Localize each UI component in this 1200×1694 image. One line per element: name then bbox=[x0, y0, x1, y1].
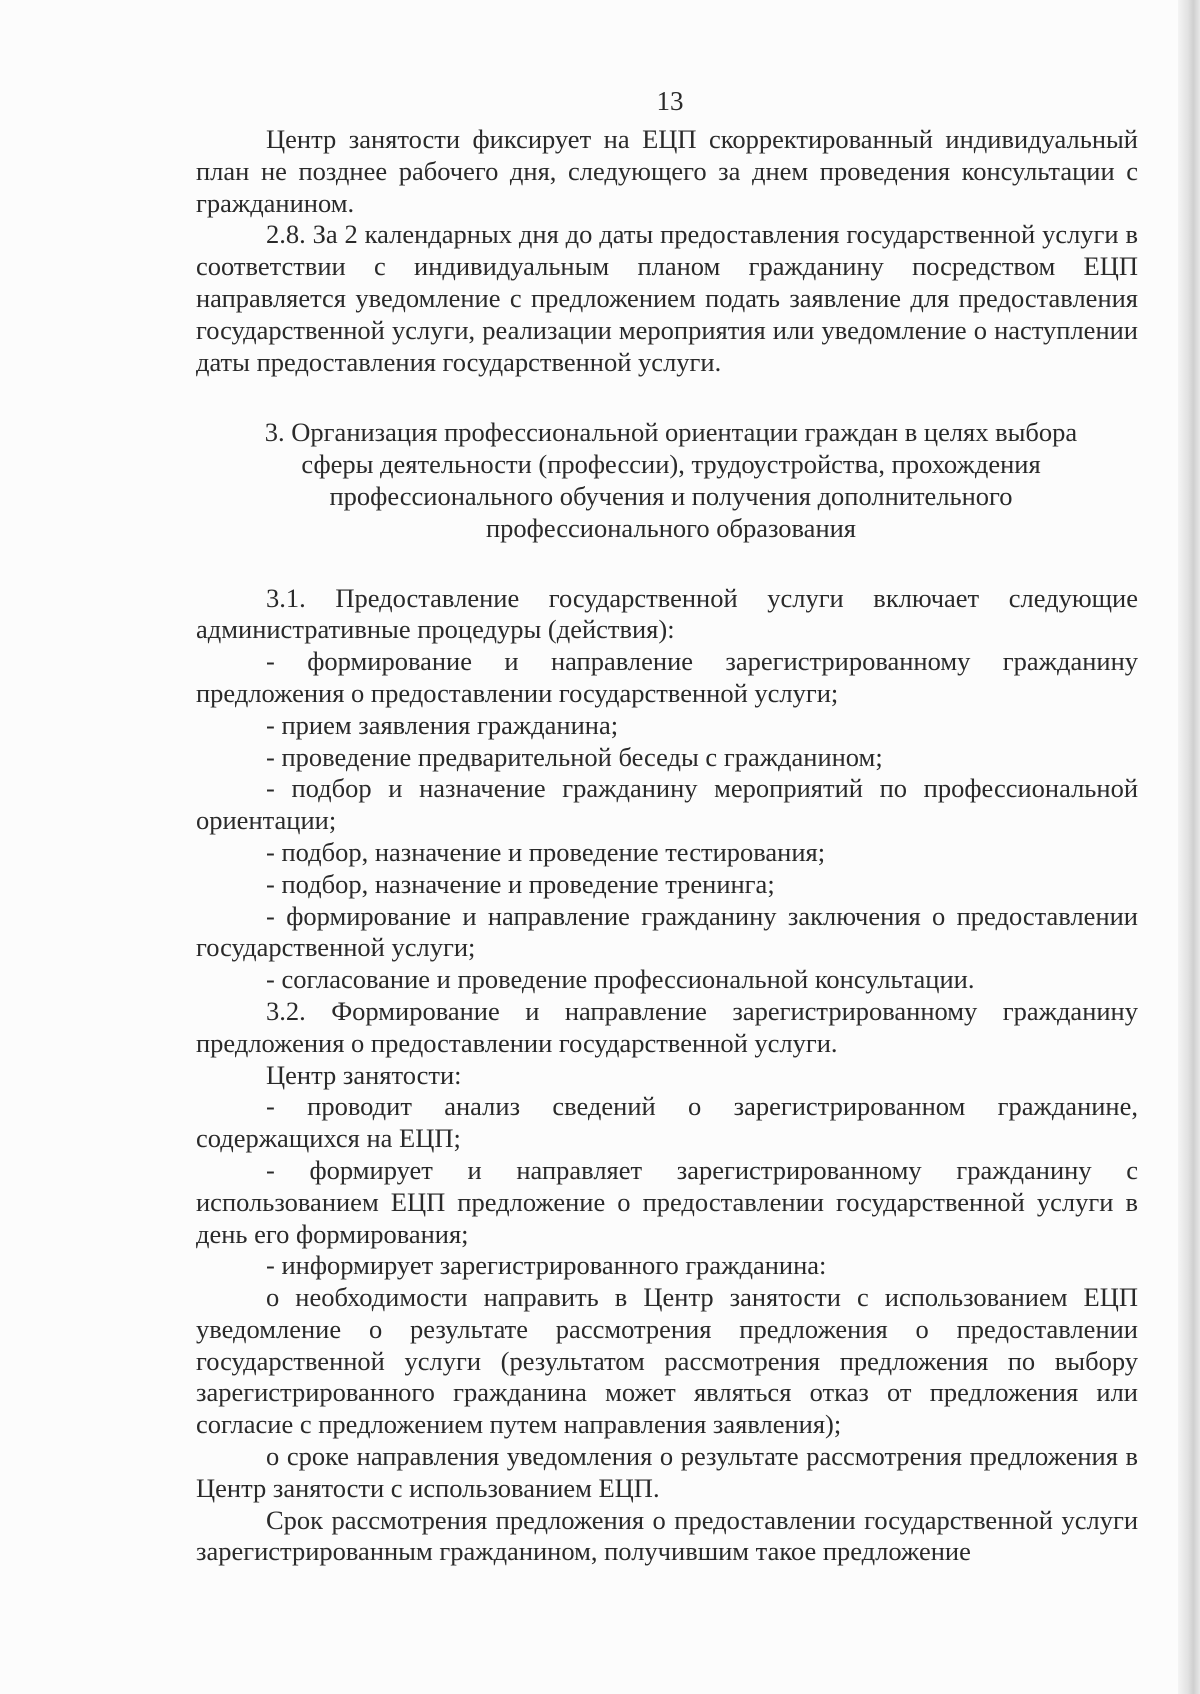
list-item: - информирует зарегистрированного гражданина: bbox=[266, 1250, 827, 1281]
page-number: 13 bbox=[656, 86, 684, 116]
list-item: - подбор, назначение и проведение тестирования; bbox=[266, 836, 826, 867]
scan-edge bbox=[1178, 0, 1200, 1694]
list-item: - формирует и направляет зарегистрированному гражданину с использованием ЕЦП предложение о предоставлении государственной услуги в день его формирования; bbox=[196, 1154, 1138, 1249]
paragraph-3-2: 3.2. Формирование и направление зарегистрированному гражданину предложения о предоставлении государственной услуги. bbox=[196, 995, 1138, 1058]
list-item: - проводит анализ сведений о зарегистрированном гражданине, содержащихся на ЕЦП; bbox=[196, 1091, 1138, 1154]
list-item: - согласование и проведение профессиональной консультации. bbox=[266, 964, 975, 995]
list-item: - формирование и направление зарегистрированному гражданину предложения о предоставлении государственной услуги; bbox=[196, 646, 1138, 708]
paragraph-notification-deadline: о сроке направления уведомления о результате рассмотрения предложения в Центр занятости с использованием ЕЦП. bbox=[196, 1441, 1138, 1503]
paragraph-3-1: 3.1. Предоставление государственной услуги включает следующие административные процедуры (действия): bbox=[196, 582, 1138, 645]
list-item: - проведение предварительной беседы с гражданином; bbox=[266, 741, 883, 772]
section-heading: 3. Организация профессиональной ориентации граждан в целях выбора сферы деятельности (профессии), трудоустройства, прохождения профессионального обучения и получения дополнительного профессионального образования bbox=[264, 417, 1078, 543]
paragraph-review-period: Срок рассмотрения предложения о предоставлении государственной услуги зарегистрированным гражданином, получившим такое предложение bbox=[196, 1504, 1138, 1567]
list-item: - формирование и направление гражданину заключения о предоставлении государственной услуги; bbox=[196, 900, 1138, 963]
paragraph-2-8: 2.8. За 2 календарных дня до даты предоставления государственной услуги в соответствии с индивидуальным планом гражданину посредством ЕЦП направляется уведомление с предложением подать заявление для предоставления государственной услуги, реализации мероприятия или уведомление о наступлении даты предоставления государственной услуги. bbox=[196, 219, 1138, 377]
list-item: - прием заявления гражданина; bbox=[266, 709, 619, 740]
paragraph-individual-plan: Центр занятости фиксирует на ЕЦП скорректированный индивидуальный план не позднее рабочего дня, следующего за днем проведения консультации с гражданином. bbox=[196, 124, 1138, 218]
paragraph-notification-necessity: о необходимости направить в Центр занятости с использованием ЕЦП уведомление о результате рассмотрения предложения о предоставлении государственной услуги (результатом рассмотрения предложения по выбору зарегистрированного гражданина может являться отказ от предложения или согласие с предложением путем направления заявления); bbox=[196, 1282, 1138, 1440]
list-item: - подбор и назначение гражданину мероприятий по профессиональной ориентации; bbox=[196, 773, 1138, 836]
document-body bbox=[196, 124, 1138, 1568]
paragraph-employment-center: Центр занятости: bbox=[266, 1059, 462, 1090]
list-item: - подбор, назначение и проведение тренинга; bbox=[266, 868, 775, 899]
